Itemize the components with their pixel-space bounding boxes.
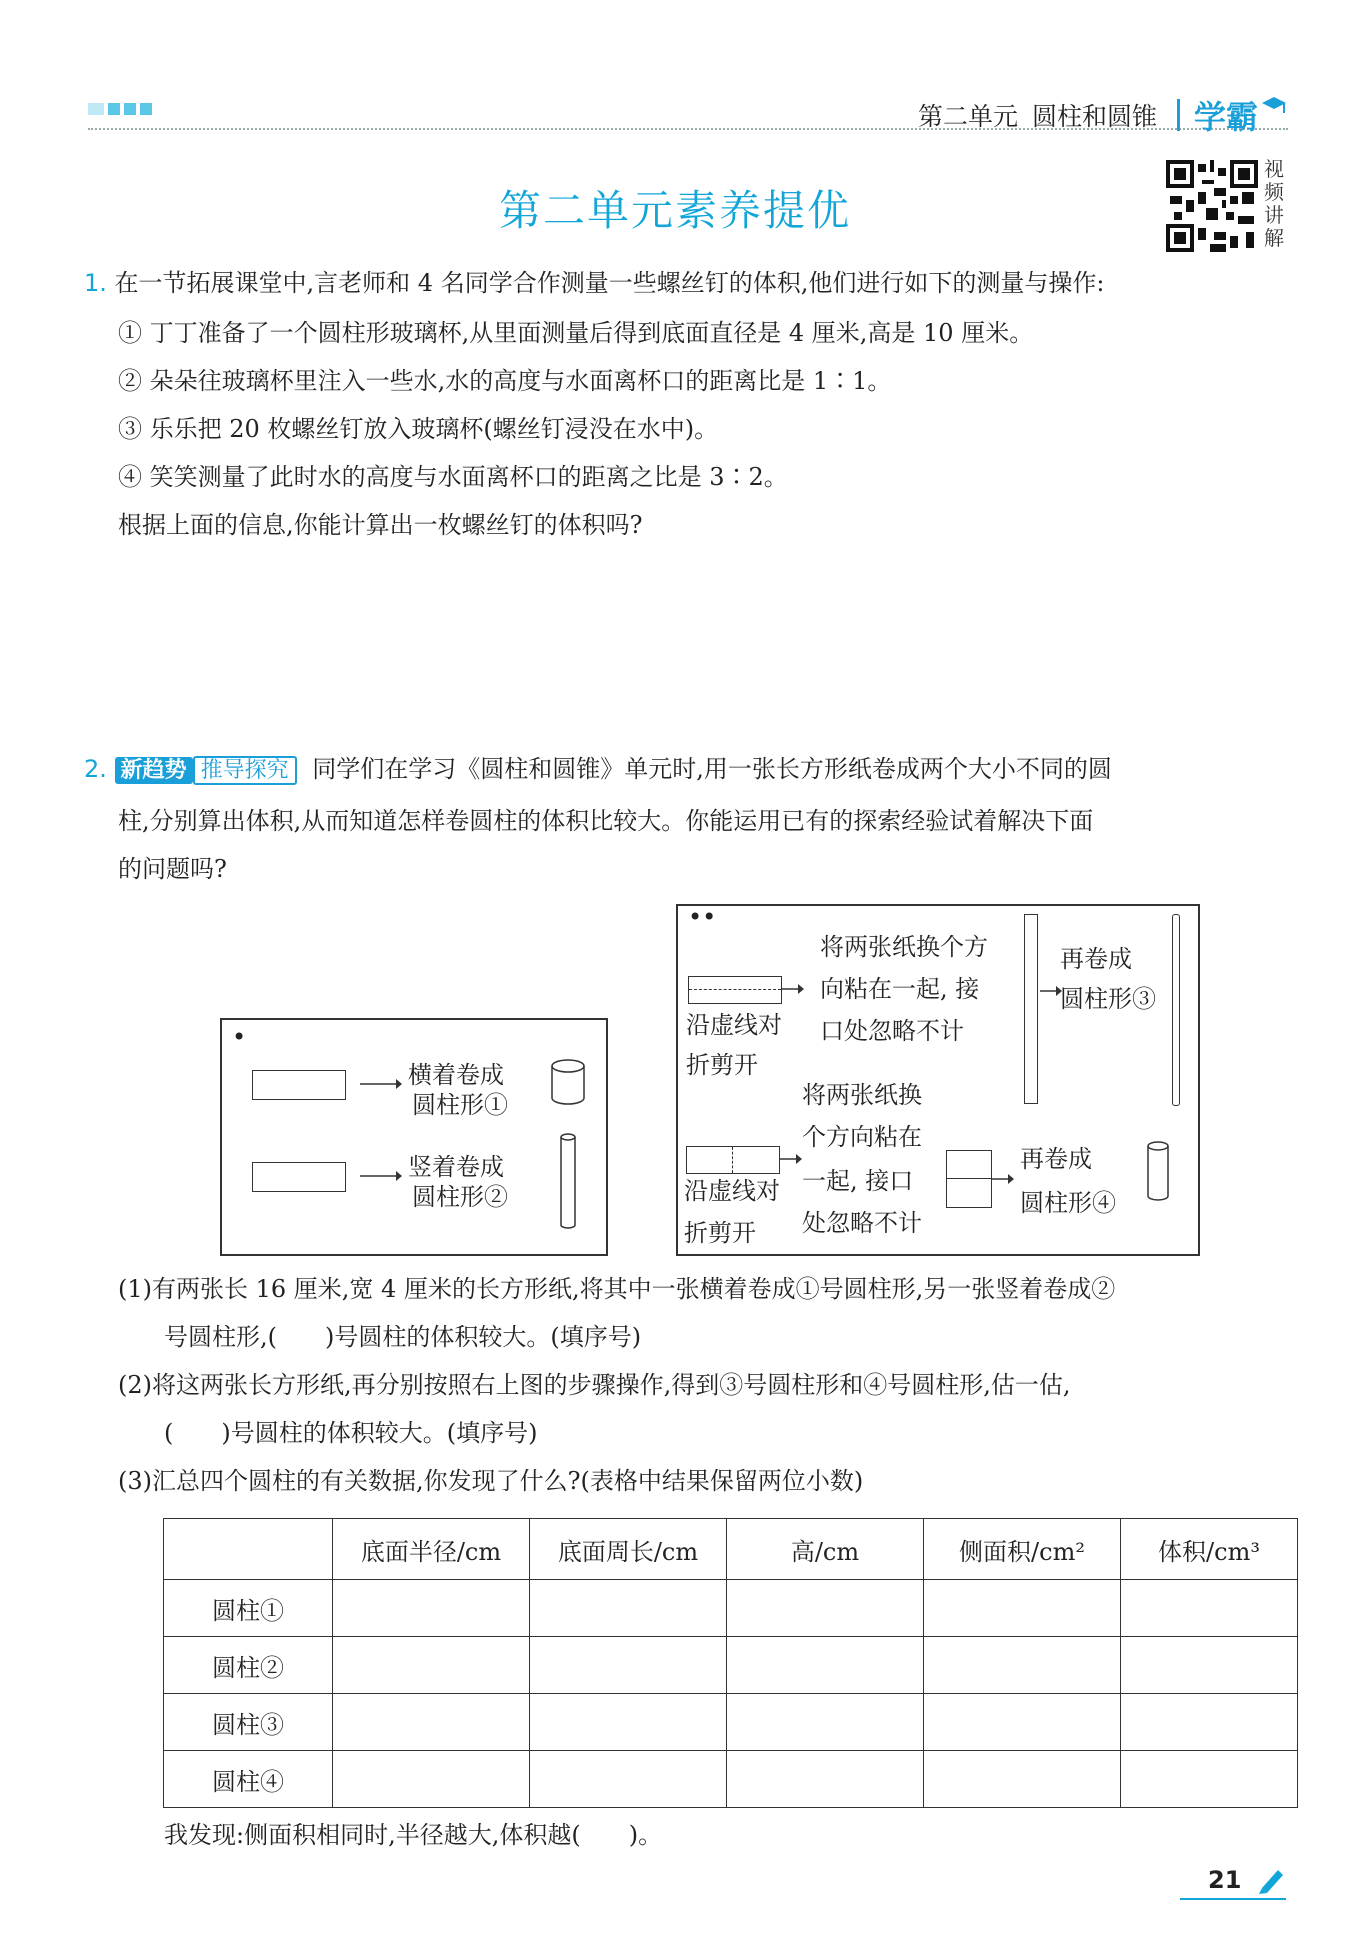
figure-recombine-methods bbox=[676, 904, 1200, 1256]
answer-cell[interactable] bbox=[727, 1637, 924, 1694]
fig2-text-2: 向粘在一起, 接 bbox=[820, 975, 980, 1003]
fig2-text-4: 将两张纸换 bbox=[802, 1081, 922, 1109]
medium-cylinder-icon bbox=[1144, 1140, 1172, 1204]
q2-text-3: 的问题吗? bbox=[118, 855, 227, 883]
fig2-fold-2a: 沿虚线对 bbox=[684, 1177, 780, 1205]
arrow-right-icon bbox=[358, 1074, 402, 1094]
answer-cell[interactable] bbox=[333, 1580, 530, 1637]
fig1-label-b1: 竖着卷成 bbox=[408, 1153, 504, 1181]
fig1-label-a1: 横着卷成 bbox=[408, 1061, 504, 1089]
table-header-cell: 底面半径/cm bbox=[333, 1519, 530, 1580]
page-title: 第二单元素养提优 bbox=[498, 186, 851, 235]
qr-code-icon[interactable] bbox=[1166, 160, 1258, 252]
row-label: 圆柱② bbox=[164, 1637, 333, 1694]
header-chapter: 圆柱和圆锥 bbox=[1031, 102, 1157, 131]
answer-cell[interactable] bbox=[333, 1694, 530, 1751]
fig2-fold-2b: 折剪开 bbox=[684, 1219, 756, 1247]
fig2-roll-2a: 再卷成 bbox=[1020, 1145, 1092, 1173]
graduation-cap-icon bbox=[1260, 95, 1286, 117]
q2-number: 2. bbox=[84, 755, 107, 783]
fig2-roll-2b: 圆柱形④ bbox=[1020, 1189, 1116, 1217]
q2-finding: 我发现:侧面积相同时,半径越大,体积越( )。 bbox=[164, 1821, 663, 1849]
q2-part1-a: (1)有两张长 16 厘米,宽 4 厘米的长方形纸,将其中一张横着卷成①号圆柱形,另一张竖着卷成② bbox=[118, 1275, 1116, 1303]
arrow-right-icon bbox=[782, 980, 804, 998]
answer-cell[interactable] bbox=[333, 1637, 530, 1694]
table-row bbox=[164, 1751, 1298, 1808]
trend-tag: 新趋势 bbox=[115, 757, 193, 784]
table-header-row bbox=[164, 1519, 1298, 1580]
q2-text-1: 同学们在学习《圆柱和圆锥》单元时,用一张长方形纸卷成两个大小不同的圆 bbox=[312, 755, 1112, 783]
answer-cell[interactable] bbox=[924, 1751, 1121, 1808]
header-unit: 第二单元 bbox=[917, 102, 1018, 131]
answer-cell[interactable] bbox=[530, 1637, 727, 1694]
fig1-label-b2: 圆柱形② bbox=[412, 1183, 508, 1211]
figure-mark-2: •• bbox=[688, 903, 717, 931]
table-header-cell: 高/cm bbox=[727, 1519, 924, 1580]
fig2-fold-1a: 沿虚线对 bbox=[686, 1011, 782, 1039]
table-header-cell: 侧面积/cm² bbox=[924, 1519, 1121, 1580]
answer-cell[interactable] bbox=[924, 1694, 1121, 1751]
q1-step-3: ③ 乐乐把 20 枚螺丝钉放入玻璃杯(螺丝钉浸没在水中)。 bbox=[118, 415, 719, 443]
figure-mark: • bbox=[232, 1023, 247, 1051]
q1-step-4: ④ 笑笑测量了此时水的高度与水面离杯口的距离之比是 3∶2。 bbox=[118, 463, 788, 491]
tall-cylinder-icon bbox=[558, 1132, 578, 1232]
fig2-text-3: 口处忽略不计 bbox=[820, 1017, 964, 1045]
answer-cell[interactable] bbox=[924, 1637, 1121, 1694]
row-label: 圆柱③ bbox=[164, 1694, 333, 1751]
table-row bbox=[164, 1637, 1298, 1694]
row-label: 圆柱① bbox=[164, 1580, 333, 1637]
answer-cell[interactable] bbox=[530, 1751, 727, 1808]
arrow-right-icon bbox=[358, 1166, 402, 1186]
q1-question: 根据上面的信息,你能计算出一枚螺丝钉的体积吗? bbox=[118, 511, 643, 539]
header-decoration bbox=[88, 103, 152, 115]
answer-cell[interactable] bbox=[727, 1580, 924, 1637]
row-label: 圆柱④ bbox=[164, 1751, 333, 1808]
q1-step-1: ① 丁丁准备了一个圆柱形玻璃杯,从里面测量后得到底面直径是 4 厘米,高是 10 厘米。 bbox=[118, 319, 1034, 347]
answer-cell[interactable] bbox=[333, 1751, 530, 1808]
answer-cell[interactable] bbox=[530, 1580, 727, 1637]
q1-step-2: ② 朵朵往玻璃杯里注入一些水,水的高度与水面离杯口的距离比是 1∶1。 bbox=[118, 367, 892, 395]
fig2-fold-1b: 折剪开 bbox=[686, 1051, 758, 1079]
answer-cell[interactable] bbox=[530, 1694, 727, 1751]
header-separator bbox=[1177, 99, 1180, 131]
tall-paper-strip bbox=[1024, 914, 1038, 1104]
q2-part2-a: (2)将这两张长方形纸,再分别按照右上图的步骤操作,得到③号圆柱形和④号圆柱形,估一估, bbox=[118, 1371, 1071, 1399]
square-paper bbox=[946, 1150, 992, 1208]
answer-cell[interactable] bbox=[1121, 1580, 1298, 1637]
q1-intro-line bbox=[84, 266, 1104, 300]
paper-rectangle-3 bbox=[688, 976, 782, 1004]
table-header-cell: 底面周长/cm bbox=[530, 1519, 727, 1580]
fig2-text-5: 个方向粘在 bbox=[802, 1123, 922, 1151]
fig1-label-a2: 圆柱形① bbox=[412, 1091, 508, 1119]
paper-rectangle-2 bbox=[252, 1162, 346, 1192]
q1-number: 1. bbox=[84, 269, 107, 297]
q2-text-2: 柱,分别算出体积,从而知道怎样卷圆柱的体积比较大。你能运用已有的探索经验试着解决下面 bbox=[118, 807, 1094, 835]
q2-line-1 bbox=[84, 752, 1112, 788]
short-cylinder-icon bbox=[548, 1058, 588, 1108]
table-row bbox=[164, 1580, 1298, 1637]
paper-rectangle-1 bbox=[252, 1070, 346, 1100]
cylinder-data-table bbox=[163, 1518, 1298, 1808]
fig2-text-7: 处忽略不计 bbox=[802, 1209, 922, 1237]
paper-rectangle-4 bbox=[686, 1146, 780, 1174]
answer-cell[interactable] bbox=[1121, 1694, 1298, 1751]
answer-cell[interactable] bbox=[1121, 1637, 1298, 1694]
thin-cylinder-icon bbox=[1172, 914, 1180, 1106]
table-header-cell bbox=[164, 1519, 333, 1580]
q1-intro: 在一节拓展课堂中,言老师和 4 名同学合作测量一些螺丝钉的体积,他们进行如下的测量与操作: bbox=[114, 269, 1105, 297]
header-right bbox=[918, 92, 1286, 138]
qr-label: 视频讲解 bbox=[1264, 157, 1284, 250]
table-row bbox=[164, 1694, 1298, 1751]
arrow-right-icon bbox=[780, 1150, 802, 1168]
arrow-right-icon bbox=[1040, 982, 1062, 1000]
q2-part3: (3)汇总四个圆柱的有关数据,你发现了什么?(表格中结果保留两位小数) bbox=[118, 1467, 864, 1495]
arrow-right-icon bbox=[992, 1170, 1014, 1188]
fig2-roll-1a: 再卷成 bbox=[1060, 945, 1132, 973]
answer-cell[interactable] bbox=[924, 1580, 1121, 1637]
page-number-underline bbox=[1180, 1898, 1286, 1900]
q2-part1-b: 号圆柱形,( )号圆柱的体积较大。(填序号) bbox=[164, 1323, 642, 1351]
fig2-roll-1b: 圆柱形③ bbox=[1060, 985, 1156, 1013]
fig2-text-1: 将两张纸换个方 bbox=[820, 933, 988, 961]
pencil-icon bbox=[1256, 1864, 1286, 1894]
fig2-text-6: 一起, 接口 bbox=[802, 1167, 914, 1195]
table-header-cell: 体积/cm³ bbox=[1121, 1519, 1298, 1580]
answer-cell[interactable] bbox=[1121, 1751, 1298, 1808]
page-number: 21 bbox=[1208, 1866, 1242, 1894]
answer-cell[interactable] bbox=[727, 1751, 924, 1808]
q2-part2-b: ( )号圆柱的体积较大。(填序号) bbox=[164, 1419, 538, 1447]
explore-tag: 推导探究 bbox=[193, 756, 297, 785]
answer-cell[interactable] bbox=[727, 1694, 924, 1751]
figure-rolling-methods bbox=[220, 1018, 608, 1256]
brand-logo: 学霸 bbox=[1193, 98, 1258, 136]
